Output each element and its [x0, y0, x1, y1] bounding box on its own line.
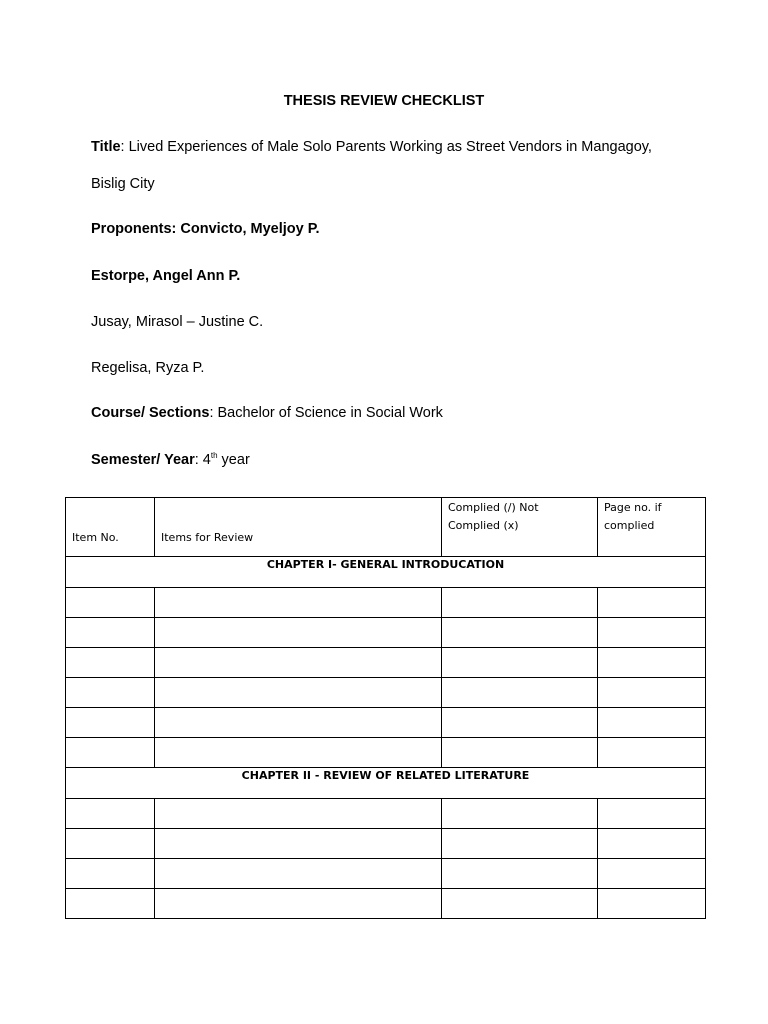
cell-item-for-review [155, 889, 442, 919]
cell-complied [442, 859, 598, 889]
cell-page-no [598, 648, 706, 678]
proponent-3: Jusay, Mirasol – Justine C. [91, 314, 264, 330]
course-line [91, 405, 443, 421]
cell-item-no [66, 708, 155, 738]
cell-item-no [66, 588, 155, 618]
title-line-2: Bislig City [91, 176, 155, 192]
title-label: Title [91, 139, 121, 155]
cell-page-no [598, 829, 706, 859]
table-row [66, 678, 706, 708]
table-row [66, 588, 706, 618]
cell-item-for-review [155, 588, 442, 618]
review-checklist-table [65, 497, 706, 919]
chapter-row [66, 557, 706, 588]
header-items-for-review: Items for Review [155, 498, 442, 557]
cell-page-no [598, 618, 706, 648]
cell-item-for-review [155, 799, 442, 829]
cell-item-no [66, 859, 155, 889]
proponent-2: Estorpe, Angel Ann P. [91, 268, 241, 284]
document-title: THESIS REVIEW CHECKLIST [283, 93, 485, 109]
proponents-line: Proponents: Convicto, Myeljoy P. [91, 221, 320, 237]
cell-item-for-review [155, 829, 442, 859]
cell-item-no [66, 829, 155, 859]
semester-line [91, 452, 250, 468]
cell-item-for-review [155, 678, 442, 708]
cell-page-no [598, 738, 706, 768]
table-header-row [66, 498, 706, 557]
table-row [66, 738, 706, 768]
cell-complied [442, 588, 598, 618]
cell-item-for-review [155, 648, 442, 678]
cell-item-no [66, 799, 155, 829]
title-value: : Lived Experiences of Male Solo Parents Working as Street Vendors in Mangagoy, [120, 139, 652, 155]
cell-page-no [598, 678, 706, 708]
table-row [66, 648, 706, 678]
checklist-body [66, 498, 706, 919]
chapter-row [66, 768, 706, 799]
cell-page-no [598, 588, 706, 618]
cell-page-no [598, 708, 706, 738]
cell-item-no [66, 738, 155, 768]
proponent-4: Regelisa, Ryza P. [91, 360, 205, 376]
cell-complied [442, 738, 598, 768]
cell-item-for-review [155, 859, 442, 889]
cell-page-no [598, 859, 706, 889]
table-row [66, 799, 706, 829]
header-complied: Complied (/) Not Complied (x) [442, 498, 598, 557]
cell-page-no [598, 889, 706, 919]
chapter-title: CHAPTER I- GENERAL INTRODUCATION [66, 557, 706, 588]
header-page-no: Page no. if complied [598, 498, 706, 557]
cell-item-no [66, 678, 155, 708]
cell-page-no [598, 799, 706, 829]
cell-item-for-review [155, 618, 442, 648]
table-row [66, 859, 706, 889]
cell-complied [442, 618, 598, 648]
table-row [66, 829, 706, 859]
cell-item-for-review [155, 708, 442, 738]
header-item-no: Item No. [66, 498, 155, 557]
table-row [66, 618, 706, 648]
semester-label: Semester/ Year [91, 452, 195, 468]
cell-item-for-review [155, 738, 442, 768]
semester-superscript: th [210, 451, 218, 461]
table-row [66, 889, 706, 919]
title-line-1 [91, 139, 652, 155]
cell-item-no [66, 889, 155, 919]
table-row [66, 708, 706, 738]
cell-item-no [66, 618, 155, 648]
cell-complied [442, 799, 598, 829]
semester-value: : 4 [194, 452, 211, 468]
cell-item-no [66, 648, 155, 678]
chapter-title: CHAPTER II - REVIEW OF RELATED LITERATURE [66, 768, 706, 799]
cell-complied [442, 678, 598, 708]
cell-complied [442, 648, 598, 678]
cell-complied [442, 829, 598, 859]
cell-complied [442, 708, 598, 738]
semester-suffix: year [217, 452, 250, 468]
cell-complied [442, 889, 598, 919]
course-label: Course/ Sections [91, 405, 210, 421]
course-value: : Bachelor of Science in Social Work [209, 405, 443, 421]
